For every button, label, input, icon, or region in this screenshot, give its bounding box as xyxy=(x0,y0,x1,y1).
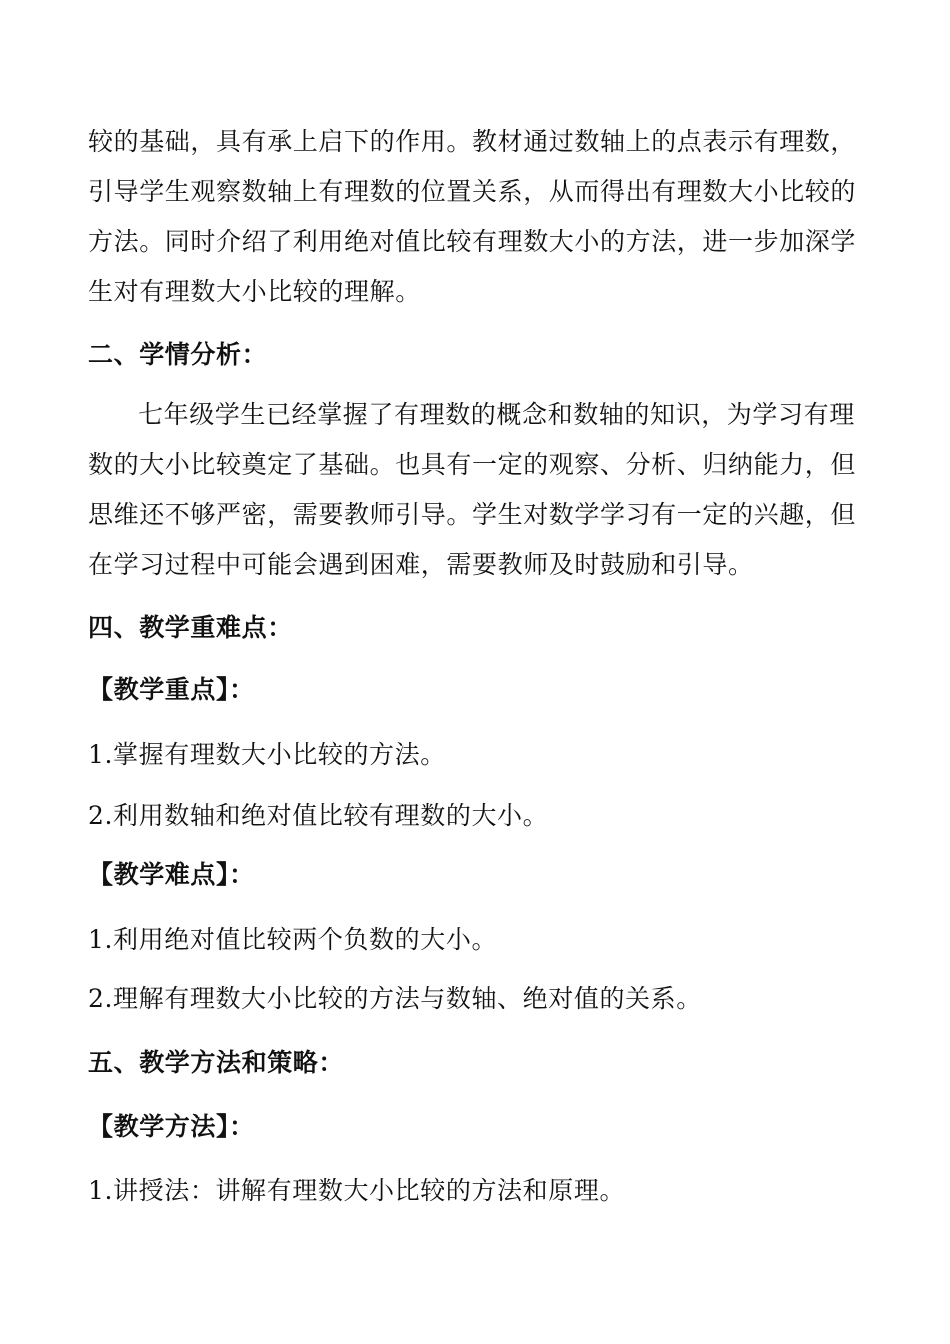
learning-analysis-paragraph xyxy=(88,390,863,590)
subheading-key-points: 【教学重点】： xyxy=(88,675,255,704)
intro-line: 方法。同时介绍了利用绝对值比较有理数大小的方法，进一步加深学 xyxy=(88,227,857,256)
section-heading-learning-analysis: 二、学情分析： xyxy=(88,340,268,369)
subheading-difficult-points: 【教学难点】： xyxy=(88,860,255,889)
subheading-teaching-methods: 【教学方法】： xyxy=(88,1112,255,1141)
learning-analysis-line: 数的大小比较奠定了基础。也具有一定的观察、分析、归纳能力，但 xyxy=(88,450,857,479)
learning-analysis-line: 在学习过程中可能会遇到困难，需要教师及时鼓励和引导。 xyxy=(88,550,754,579)
teaching-method-item: 1.讲授法：讲解有理数大小比较的方法和原理。 xyxy=(88,1176,626,1205)
difficult-point-item: 2.理解有理数大小比较的方法与数轴、绝对值的关系。 xyxy=(88,984,702,1013)
learning-analysis-line: 七年级学生已经掌握了有理数的概念和数轴的知识，为学习有理 xyxy=(138,400,855,429)
section-heading-key-difficult-points: 四、教学重难点： xyxy=(88,613,293,642)
key-point-item: 1.掌握有理数大小比较的方法。 xyxy=(88,740,446,769)
intro-line: 生对有理数大小比较的理解。 xyxy=(88,277,421,306)
intro-line: 较的基础，具有承上启下的作用。教材通过数轴上的点表示有理数， xyxy=(88,127,857,156)
difficult-point-item: 1.利用绝对值比较两个负数的大小。 xyxy=(88,925,498,954)
intro-line: 引导学生观察数轴上有理数的位置关系，从而得出有理数大小比较的 xyxy=(88,177,857,206)
key-point-item: 2.利用数轴和绝对值比较有理数的大小。 xyxy=(88,801,549,830)
intro-paragraph xyxy=(88,117,863,317)
section-heading-teaching-methods: 五、教学方法和策略： xyxy=(88,1048,345,1077)
learning-analysis-line: 思维还不够严密，需要教师引导。学生对数学学习有一定的兴趣，但 xyxy=(88,500,857,529)
